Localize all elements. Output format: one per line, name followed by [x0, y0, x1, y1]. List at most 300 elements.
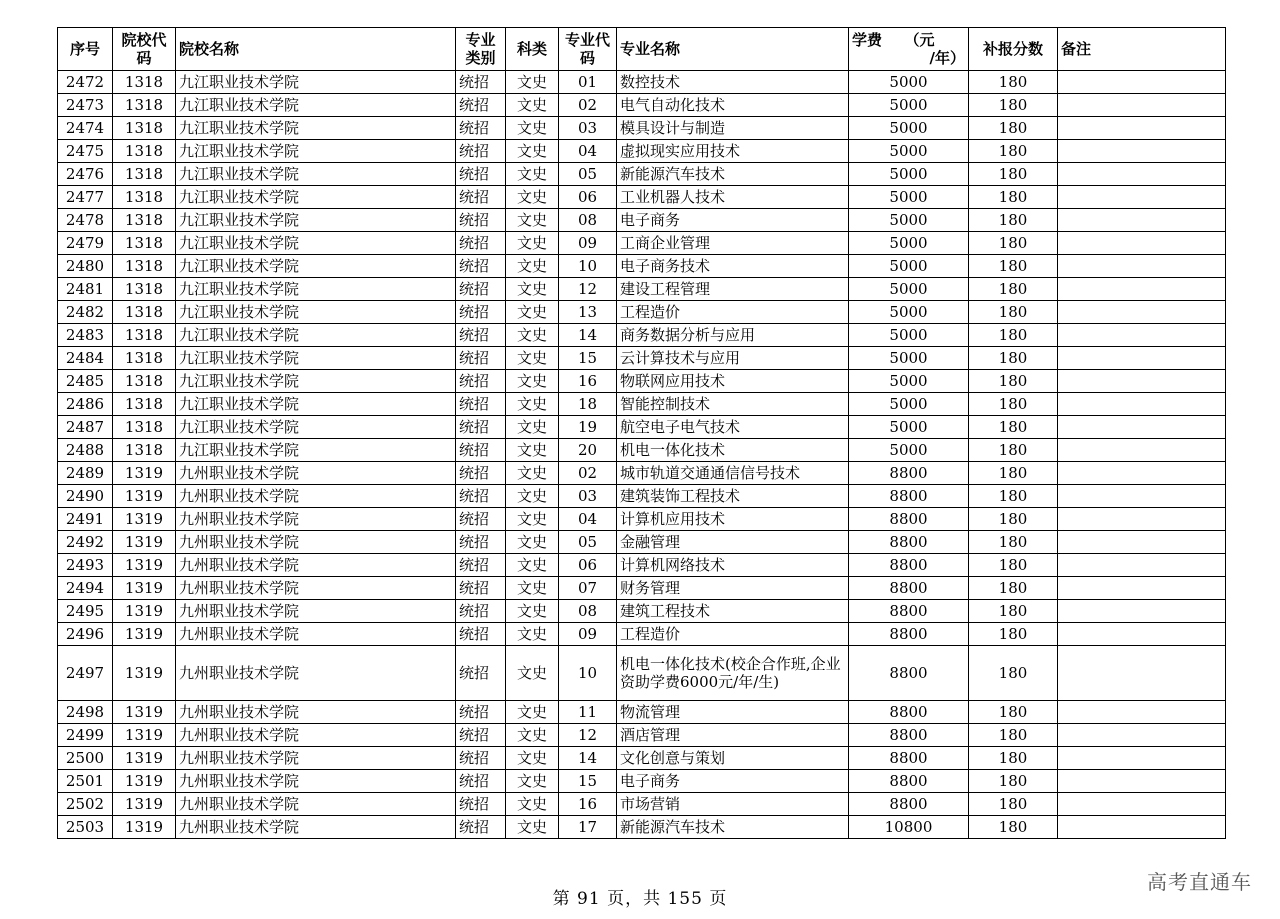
table-row [58, 816, 1226, 839]
cell-fee: 5000 [849, 370, 969, 393]
cell-major-name: 数控技术 [617, 71, 849, 94]
cell-fee: 8800 [849, 646, 969, 701]
cell-major-code: 06 [559, 186, 617, 209]
cell-seq: 2499 [58, 724, 113, 747]
cell-major-name: 建筑装饰工程技术 [617, 485, 849, 508]
cell-school-name: 九江职业技术学院 [176, 324, 456, 347]
cell-category: 统招 [456, 163, 506, 186]
cell-seq: 2480 [58, 255, 113, 278]
cell-category: 统招 [456, 485, 506, 508]
cell-school-code: 1318 [113, 71, 176, 94]
cell-school-name: 九江职业技术学院 [176, 393, 456, 416]
cell-school-code: 1319 [113, 531, 176, 554]
table-body [58, 71, 1226, 839]
cell-score: 180 [969, 724, 1058, 747]
cell-school-code: 1318 [113, 163, 176, 186]
cell-school-code: 1319 [113, 462, 176, 485]
cell-subject: 文史 [506, 701, 559, 724]
cell-seq: 2495 [58, 600, 113, 623]
cell-category: 统招 [456, 232, 506, 255]
cell-major-name: 物流管理 [617, 701, 849, 724]
cell-subject: 文史 [506, 485, 559, 508]
table-row [58, 301, 1226, 324]
cell-note [1058, 770, 1226, 793]
cell-fee: 5000 [849, 416, 969, 439]
header-fee-line1: 学费 （元 [852, 31, 935, 49]
cell-school-name: 九江职业技术学院 [176, 347, 456, 370]
cell-seq: 2481 [58, 278, 113, 301]
cell-major-name: 虚拟现实应用技术 [617, 140, 849, 163]
cell-school-code: 1319 [113, 646, 176, 701]
table-row [58, 209, 1226, 232]
cell-seq: 2497 [58, 646, 113, 701]
cell-major-name: 计算机网络技术 [617, 554, 849, 577]
cell-note [1058, 816, 1226, 839]
cell-subject: 文史 [506, 324, 559, 347]
cell-subject: 文史 [506, 554, 559, 577]
cell-score: 180 [969, 816, 1058, 839]
cell-seq: 2475 [58, 140, 113, 163]
cell-subject: 文史 [506, 623, 559, 646]
cell-seq: 2488 [58, 439, 113, 462]
cell-fee: 5000 [849, 393, 969, 416]
header-major-name: 专业名称 [617, 28, 849, 71]
cell-fee: 5000 [849, 71, 969, 94]
cell-note [1058, 324, 1226, 347]
cell-score: 180 [969, 416, 1058, 439]
cell-major-code: 05 [559, 163, 617, 186]
cell-score: 180 [969, 485, 1058, 508]
cell-category: 统招 [456, 623, 506, 646]
cell-subject: 文史 [506, 439, 559, 462]
cell-note [1058, 393, 1226, 416]
cell-major-code: 15 [559, 770, 617, 793]
cell-fee: 8800 [849, 531, 969, 554]
cell-major-code: 20 [559, 439, 617, 462]
cell-score: 180 [969, 439, 1058, 462]
cell-subject: 文史 [506, 393, 559, 416]
cell-school-code: 1319 [113, 600, 176, 623]
cell-fee: 5000 [849, 439, 969, 462]
cell-seq: 2496 [58, 623, 113, 646]
cell-subject: 文史 [506, 347, 559, 370]
cell-major-name: 市场营销 [617, 793, 849, 816]
cell-subject: 文史 [506, 577, 559, 600]
cell-category: 统招 [456, 186, 506, 209]
cell-seq: 2494 [58, 577, 113, 600]
cell-subject: 文史 [506, 462, 559, 485]
cell-category: 统招 [456, 816, 506, 839]
cell-score: 180 [969, 554, 1058, 577]
cell-major-name: 城市轨道交通通信信号技术 [617, 462, 849, 485]
cell-category: 统招 [456, 301, 506, 324]
header-fee-line2: /年） [929, 49, 965, 67]
cell-subject: 文史 [506, 301, 559, 324]
cell-major-code: 17 [559, 816, 617, 839]
cell-category: 统招 [456, 140, 506, 163]
cell-school-name: 九州职业技术学院 [176, 623, 456, 646]
cell-fee: 8800 [849, 554, 969, 577]
cell-score: 180 [969, 531, 1058, 554]
cell-seq: 2490 [58, 485, 113, 508]
cell-school-name: 九江职业技术学院 [176, 209, 456, 232]
cell-major-code: 14 [559, 747, 617, 770]
cell-major-code: 15 [559, 347, 617, 370]
cell-school-name: 九州职业技术学院 [176, 462, 456, 485]
cell-category: 统招 [456, 278, 506, 301]
table-row [58, 255, 1226, 278]
page-number: 第 91 页，共 155 页 [552, 889, 728, 909]
cell-score: 180 [969, 324, 1058, 347]
cell-note [1058, 747, 1226, 770]
cell-major-code: 01 [559, 71, 617, 94]
cell-seq: 2492 [58, 531, 113, 554]
cell-school-name: 九州职业技术学院 [176, 747, 456, 770]
cell-score: 180 [969, 747, 1058, 770]
cell-fee: 8800 [849, 701, 969, 724]
cell-school-code: 1319 [113, 623, 176, 646]
cell-fee: 8800 [849, 770, 969, 793]
cell-score: 180 [969, 508, 1058, 531]
cell-category: 统招 [456, 770, 506, 793]
cell-school-name: 九江职业技术学院 [176, 94, 456, 117]
cell-seq: 2472 [58, 71, 113, 94]
cell-seq: 2491 [58, 508, 113, 531]
cell-major-name: 电子商务技术 [617, 255, 849, 278]
cell-note [1058, 255, 1226, 278]
cell-school-name: 九州职业技术学院 [176, 554, 456, 577]
cell-note [1058, 140, 1226, 163]
cell-fee: 5000 [849, 140, 969, 163]
cell-fee: 8800 [849, 485, 969, 508]
cell-school-code: 1319 [113, 816, 176, 839]
cell-school-code: 1318 [113, 278, 176, 301]
cell-school-name: 九州职业技术学院 [176, 724, 456, 747]
cell-subject: 文史 [506, 94, 559, 117]
table-row [58, 793, 1226, 816]
header-school-code: 院校代码 [113, 28, 176, 71]
cell-category: 统招 [456, 577, 506, 600]
table-row [58, 324, 1226, 347]
table-row [58, 462, 1226, 485]
cell-major-name: 金融管理 [617, 531, 849, 554]
cell-seq: 2503 [58, 816, 113, 839]
cell-major-code: 19 [559, 416, 617, 439]
cell-note [1058, 623, 1226, 646]
cell-subject: 文史 [506, 416, 559, 439]
cell-note [1058, 232, 1226, 255]
cell-major-code: 03 [559, 485, 617, 508]
table-row [58, 646, 1226, 701]
cell-note [1058, 724, 1226, 747]
cell-note [1058, 370, 1226, 393]
cell-fee: 5000 [849, 347, 969, 370]
cell-category: 统招 [456, 554, 506, 577]
cell-fee: 5000 [849, 94, 969, 117]
cell-school-name: 九州职业技术学院 [176, 770, 456, 793]
cell-note [1058, 71, 1226, 94]
cell-school-code: 1318 [113, 232, 176, 255]
cell-subject: 文史 [506, 117, 559, 140]
header-subject: 科类 [506, 28, 559, 71]
cell-note [1058, 301, 1226, 324]
cell-school-name: 九江职业技术学院 [176, 301, 456, 324]
cell-score: 180 [969, 701, 1058, 724]
cell-note [1058, 462, 1226, 485]
cell-category: 统招 [456, 508, 506, 531]
table-row [58, 531, 1226, 554]
cell-school-name: 九州职业技术学院 [176, 646, 456, 701]
cell-category: 统招 [456, 324, 506, 347]
cell-major-name: 模具设计与制造 [617, 117, 849, 140]
cell-school-code: 1318 [113, 347, 176, 370]
cell-major-name: 物联网应用技术 [617, 370, 849, 393]
cell-subject: 文史 [506, 747, 559, 770]
cell-score: 180 [969, 793, 1058, 816]
header-seq: 序号 [58, 28, 113, 71]
cell-note [1058, 793, 1226, 816]
cell-seq: 2501 [58, 770, 113, 793]
cell-category: 统招 [456, 416, 506, 439]
cell-school-name: 九江职业技术学院 [176, 278, 456, 301]
cell-major-name: 新能源汽车技术 [617, 163, 849, 186]
cell-score: 180 [969, 646, 1058, 701]
cell-major-name: 机电一体化技术 [617, 439, 849, 462]
cell-score: 180 [969, 623, 1058, 646]
cell-seq: 2483 [58, 324, 113, 347]
cell-major-code: 10 [559, 646, 617, 701]
cell-subject: 文史 [506, 163, 559, 186]
cell-category: 统招 [456, 646, 506, 701]
cell-major-name: 智能控制技术 [617, 393, 849, 416]
cell-school-code: 1318 [113, 186, 176, 209]
cell-major-code: 05 [559, 531, 617, 554]
cell-seq: 2474 [58, 117, 113, 140]
cell-school-code: 1318 [113, 117, 176, 140]
cell-major-code: 18 [559, 393, 617, 416]
cell-score: 180 [969, 301, 1058, 324]
cell-note [1058, 347, 1226, 370]
cell-note [1058, 416, 1226, 439]
cell-major-name: 商务数据分析与应用 [617, 324, 849, 347]
cell-major-name: 机电一体化技术(校企合作班,企业资助学费6000元/年/生) [617, 646, 849, 701]
cell-major-code: 07 [559, 577, 617, 600]
cell-subject: 文史 [506, 232, 559, 255]
cell-major-name: 电子商务 [617, 209, 849, 232]
watermark-text: 高考直通车 [1147, 870, 1252, 894]
cell-major-code: 13 [559, 301, 617, 324]
cell-note [1058, 577, 1226, 600]
cell-major-name: 建设工程管理 [617, 278, 849, 301]
cell-seq: 2502 [58, 793, 113, 816]
cell-category: 统招 [456, 462, 506, 485]
cell-school-code: 1319 [113, 701, 176, 724]
cell-seq: 2484 [58, 347, 113, 370]
cell-subject: 文史 [506, 370, 559, 393]
cell-category: 统招 [456, 71, 506, 94]
cell-seq: 2473 [58, 94, 113, 117]
header-fee [849, 28, 969, 71]
table-row [58, 163, 1226, 186]
cell-major-code: 04 [559, 140, 617, 163]
table-row [58, 140, 1226, 163]
cell-subject: 文史 [506, 646, 559, 701]
cell-fee: 5000 [849, 209, 969, 232]
cell-major-code: 12 [559, 724, 617, 747]
cell-category: 统招 [456, 393, 506, 416]
cell-school-name: 九江职业技术学院 [176, 163, 456, 186]
cell-subject: 文史 [506, 255, 559, 278]
table-row [58, 186, 1226, 209]
cell-major-name: 计算机应用技术 [617, 508, 849, 531]
cell-school-name: 九江职业技术学院 [176, 71, 456, 94]
cell-seq: 2498 [58, 701, 113, 724]
cell-major-code: 06 [559, 554, 617, 577]
cell-score: 180 [969, 577, 1058, 600]
cell-fee: 8800 [849, 600, 969, 623]
cell-seq: 2477 [58, 186, 113, 209]
cell-major-code: 08 [559, 600, 617, 623]
cell-subject: 文史 [506, 508, 559, 531]
cell-major-code: 03 [559, 117, 617, 140]
cell-score: 180 [969, 163, 1058, 186]
cell-seq: 2479 [58, 232, 113, 255]
cell-school-name: 九江职业技术学院 [176, 140, 456, 163]
cell-category: 统招 [456, 724, 506, 747]
cell-score: 180 [969, 770, 1058, 793]
cell-school-name: 九州职业技术学院 [176, 485, 456, 508]
cell-major-name: 建筑工程技术 [617, 600, 849, 623]
table-row [58, 600, 1226, 623]
cell-school-name: 九江职业技术学院 [176, 255, 456, 278]
cell-major-code: 14 [559, 324, 617, 347]
cell-score: 180 [969, 117, 1058, 140]
cell-seq: 2493 [58, 554, 113, 577]
cell-major-code: 12 [559, 278, 617, 301]
cell-major-code: 02 [559, 462, 617, 485]
cell-school-name: 九江职业技术学院 [176, 439, 456, 462]
cell-subject: 文史 [506, 186, 559, 209]
cell-subject: 文史 [506, 278, 559, 301]
cell-note [1058, 439, 1226, 462]
cell-school-code: 1319 [113, 577, 176, 600]
cell-school-code: 1319 [113, 724, 176, 747]
table-row [58, 554, 1226, 577]
cell-note [1058, 508, 1226, 531]
cell-school-name: 九州职业技术学院 [176, 600, 456, 623]
cell-school-code: 1318 [113, 416, 176, 439]
table-row [58, 623, 1226, 646]
cell-seq: 2500 [58, 747, 113, 770]
cell-category: 统招 [456, 255, 506, 278]
cell-score: 180 [969, 186, 1058, 209]
cell-note [1058, 485, 1226, 508]
cell-category: 统招 [456, 370, 506, 393]
cell-category: 统招 [456, 94, 506, 117]
cell-note [1058, 278, 1226, 301]
table-row [58, 370, 1226, 393]
cell-seq: 2478 [58, 209, 113, 232]
cell-note [1058, 117, 1226, 140]
cell-major-name: 酒店管理 [617, 724, 849, 747]
cell-note [1058, 600, 1226, 623]
table-row [58, 71, 1226, 94]
cell-seq: 2485 [58, 370, 113, 393]
cell-fee: 5000 [849, 255, 969, 278]
cell-major-name: 文化创意与策划 [617, 747, 849, 770]
cell-major-name: 工程造价 [617, 623, 849, 646]
cell-school-name: 九江职业技术学院 [176, 117, 456, 140]
cell-major-name: 电气自动化技术 [617, 94, 849, 117]
cell-score: 180 [969, 140, 1058, 163]
table-row [58, 347, 1226, 370]
cell-major-code: 16 [559, 370, 617, 393]
cell-subject: 文史 [506, 724, 559, 747]
cell-subject: 文史 [506, 793, 559, 816]
admission-table [57, 27, 1226, 839]
cell-fee: 10800 [849, 816, 969, 839]
header-major-code: 专业代码 [559, 28, 617, 71]
header-category: 专业类别 [456, 28, 506, 71]
cell-fee: 5000 [849, 117, 969, 140]
cell-subject: 文史 [506, 531, 559, 554]
cell-school-name: 九州职业技术学院 [176, 531, 456, 554]
table-row [58, 577, 1226, 600]
cell-note [1058, 646, 1226, 701]
cell-note [1058, 209, 1226, 232]
cell-score: 180 [969, 232, 1058, 255]
cell-subject: 文史 [506, 600, 559, 623]
table-row [58, 393, 1226, 416]
cell-fee: 8800 [849, 577, 969, 600]
table-row [58, 724, 1226, 747]
cell-major-code: 11 [559, 701, 617, 724]
cell-note [1058, 94, 1226, 117]
cell-subject: 文史 [506, 816, 559, 839]
cell-fee: 8800 [849, 747, 969, 770]
cell-school-name: 九江职业技术学院 [176, 370, 456, 393]
table-row [58, 701, 1226, 724]
cell-major-code: 10 [559, 255, 617, 278]
cell-category: 统招 [456, 209, 506, 232]
cell-school-code: 1318 [113, 439, 176, 462]
cell-category: 统招 [456, 531, 506, 554]
cell-score: 180 [969, 94, 1058, 117]
cell-major-code: 02 [559, 94, 617, 117]
table-row [58, 747, 1226, 770]
cell-subject: 文史 [506, 140, 559, 163]
cell-school-code: 1318 [113, 370, 176, 393]
cell-fee: 5000 [849, 324, 969, 347]
cell-major-code: 16 [559, 793, 617, 816]
cell-school-code: 1319 [113, 747, 176, 770]
cell-seq: 2489 [58, 462, 113, 485]
cell-fee: 5000 [849, 163, 969, 186]
cell-fee: 8800 [849, 462, 969, 485]
cell-score: 180 [969, 462, 1058, 485]
table-row [58, 416, 1226, 439]
cell-seq: 2482 [58, 301, 113, 324]
cell-score: 180 [969, 209, 1058, 232]
header-score: 补报分数 [969, 28, 1058, 71]
cell-fee: 5000 [849, 278, 969, 301]
cell-category: 统招 [456, 747, 506, 770]
cell-note [1058, 531, 1226, 554]
cell-school-code: 1318 [113, 324, 176, 347]
cell-school-name: 九江职业技术学院 [176, 186, 456, 209]
cell-category: 统招 [456, 347, 506, 370]
table-row [58, 117, 1226, 140]
